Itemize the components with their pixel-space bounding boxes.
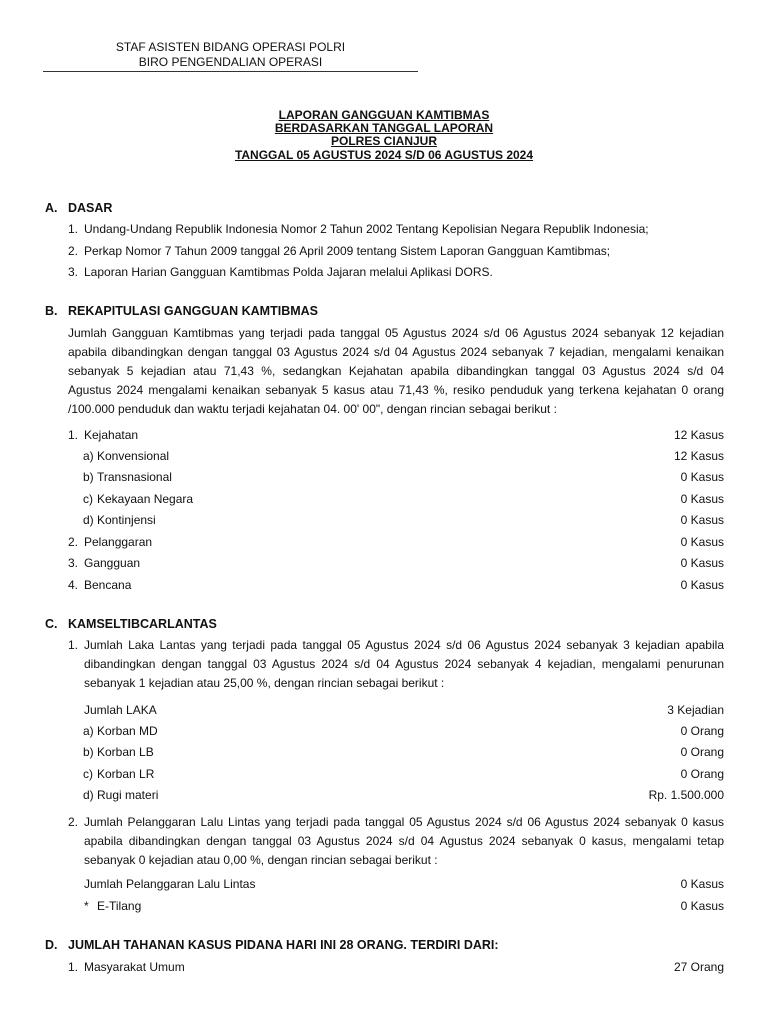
row-label: Kontinjensi: [97, 513, 156, 527]
row-num: a): [83, 724, 94, 738]
paragraph-line: Agustus 2024 mengalami kenaikan sebanyak 5 kasus atau 71,43 %, resiko penduduk yang terkena kejahatan 0 orang: [68, 383, 724, 397]
row-value: 12 Kasus: [673, 428, 724, 442]
row-num: b): [83, 470, 94, 484]
paragraph-line: /100.000 penduduk dan waktu terjadi kejahatan 04. 00' 00", dengan rincian sebagai berikut :: [68, 402, 557, 416]
section-c-item-num: 1.: [68, 638, 79, 652]
row-value: Rp. 1.500.000: [648, 788, 724, 802]
row-bullet: *: [84, 899, 89, 913]
paragraph-line: apabila dibandingkan dengan tanggal 03 Agustus 2024 s/d 04 Agustus 2024 sebanyak 7 kejadian, mengalami kenaikan: [68, 345, 724, 359]
row-value: 0 Kasus: [680, 899, 724, 913]
report-title-1: LAPORAN GANGGUAN KAMTIBMAS: [278, 108, 490, 122]
row-label: Bencana: [84, 578, 132, 592]
row-label: Korban LR: [97, 767, 155, 781]
row-num: b): [83, 745, 94, 759]
row-label: Transnasional: [97, 470, 172, 484]
row-value: 0 Kasus: [680, 492, 724, 506]
report-title-2: BERDASARKAN TANGGAL LAPORAN: [274, 121, 494, 135]
section-a-item-text: Undang-Undang Republik Indonesia Nomor 2 Tahun 2002 Tentang Kepolisian Negara Republik Indonesia;: [84, 222, 649, 236]
header-line-2: BIRO PENGENDALIAN OPERASI: [138, 55, 323, 69]
row-value: 0 Kasus: [680, 470, 724, 484]
section-c-item-num: 2.: [68, 815, 79, 829]
row-value: 12 Kasus: [673, 449, 724, 463]
row-label: Jumlah LAKA: [84, 703, 157, 717]
office-header: [43, 40, 418, 70]
paragraph-line: sebanyak 0 kejadian atau 0,00 %, dengan rincian sebagai berikut :: [84, 853, 438, 867]
row-num: d): [83, 788, 94, 802]
row-value: 0 Kasus: [680, 578, 724, 592]
row-value: 27 Orang: [673, 960, 724, 974]
paragraph-line: Jumlah Gangguan Kamtibmas yang terjadi pada tanggal 05 Agustus 2024 s/d 06 Agustus 2024 sebanyak 12 kejadian: [68, 326, 724, 340]
paragraph-line: sebanyak 1 kejadian atau 25,00 %, dengan rincian sebagai berikut :: [84, 676, 445, 690]
row-value: 0 Kasus: [680, 513, 724, 527]
section-a-title: DASAR: [68, 201, 113, 215]
row-label: Konvensional: [97, 449, 170, 463]
row-label: Jumlah Pelanggaran Lalu Lintas: [84, 877, 256, 891]
section-c-item2-paragraph: [84, 813, 724, 870]
row-num: c): [83, 492, 93, 506]
row-num: a): [83, 449, 94, 463]
section-a-item-text: Laporan Harian Gangguan Kamtibmas Polda Jajaran melalui Aplikasi DORS.: [84, 265, 493, 279]
report-title-4: TANGGAL 05 AGUSTUS 2024 S/D 06 AGUSTUS 2024: [234, 148, 534, 162]
row-label: Pelanggaran: [84, 535, 153, 549]
row-num: 1.: [68, 428, 79, 442]
row-label: Gangguan: [84, 556, 141, 570]
row-num: 1.: [68, 960, 79, 974]
row-label: Korban MD: [97, 724, 158, 738]
header-divider: [43, 71, 418, 72]
section-c-item1-paragraph: [84, 636, 724, 693]
section-d-title: JUMLAH TAHANAN KASUS PIDANA HARI INI 28 ORANG. TERDIRI DARI:: [68, 938, 499, 952]
row-num: 2.: [68, 535, 79, 549]
header-line-1: STAF ASISTEN BIDANG OPERASI POLRI: [115, 40, 346, 54]
section-a-item-text: Perkap Nomor 7 Tahun 2009 tanggal 26 April 2009 tentang Sistem Laporan Gangguan Kamtibmas;: [84, 244, 611, 258]
section-b-paragraph: [68, 324, 724, 419]
section-a-letter: A.: [45, 201, 58, 215]
section-d-letter: D.: [45, 938, 58, 952]
paragraph-line: Jumlah Laka Lantas yang terjadi pada tanggal 05 Agustus 2024 s/d 06 Agustus 2024 sebanyak 3 kejadian apabila: [84, 638, 724, 652]
row-label: Rugi materi: [97, 788, 159, 802]
section-a-item-num: 3.: [68, 265, 79, 279]
row-label: Kejahatan: [84, 428, 139, 442]
report-title-3: POLRES CIANJUR: [330, 134, 437, 148]
row-label: Masyarakat Umum: [84, 960, 185, 974]
row-value: 0 Kasus: [680, 556, 724, 570]
row-value: 0 Kasus: [680, 535, 724, 549]
row-num: c): [83, 767, 93, 781]
section-c-letter: C.: [45, 617, 58, 631]
row-num: 3.: [68, 556, 79, 570]
paragraph-line: sebanyak 5 kejadian atau 71,43 %, sedangkan Kejahatan apabila dibandingkan tanggal 03 Agustus 2024 s/d 04: [68, 364, 724, 378]
paragraph-line: apabila dibandingkan dengan tanggal 03 Agustus 2024 s/d 04 Agustus 2024 sebanyak 0 kasus, mengalami tetap: [84, 834, 724, 848]
row-num: 4.: [68, 578, 79, 592]
row-num: d): [83, 513, 94, 527]
paragraph-line: Jumlah Pelanggaran Lalu Lintas yang terjadi pada tanggal 05 Agustus 2024 s/d 06 Agustus 2024 sebanyak 0 kasus: [84, 815, 724, 829]
row-label: Korban LB: [97, 745, 154, 759]
section-a-item-num: 2.: [68, 244, 79, 258]
row-value: 0 Orang: [680, 724, 724, 738]
section-b-letter: B.: [45, 304, 58, 318]
row-value: 0 Orang: [680, 767, 724, 781]
section-c-title: KAMSELTIBCARLANTAS: [68, 617, 217, 631]
row-value: 3 Kejadian: [667, 703, 724, 717]
section-a-item-num: 1.: [68, 222, 79, 236]
row-value: 0 Orang: [680, 745, 724, 759]
paragraph-line: dibandingkan dengan tanggal 03 Agustus 2024 s/d 04 Agustus 2024 sebanyak 4 kejadian, mengalami penurunan: [84, 657, 724, 671]
row-value: 0 Kasus: [680, 877, 724, 891]
row-label: Kekayaan Negara: [97, 492, 194, 506]
section-b-title: REKAPITULASI GANGGUAN KAMTIBMAS: [68, 304, 318, 318]
row-label: E-Tilang: [97, 899, 142, 913]
